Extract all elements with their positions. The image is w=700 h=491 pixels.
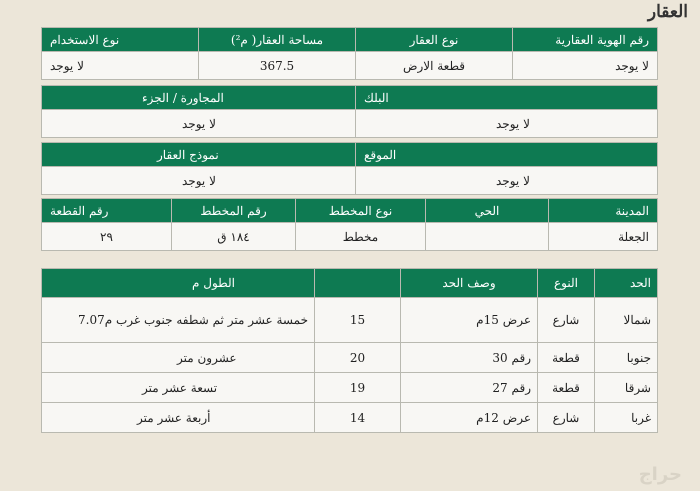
property-area-value: 367.5 xyxy=(199,52,356,80)
location-value: لا يوجد xyxy=(356,167,658,195)
boundary-description: رقم 30 xyxy=(401,343,538,373)
boundaries-table xyxy=(41,268,658,433)
property-id-value: لا يوجد xyxy=(513,52,658,80)
property-info-table xyxy=(41,27,658,80)
boundary-description-header: وصف الحد xyxy=(401,269,538,298)
plan-number-value: ١٨٤ ق xyxy=(172,223,296,251)
table-row xyxy=(42,403,658,433)
plan-number-header: رقم المخطط xyxy=(172,199,296,223)
neighborhood-part-header: المجاورة / الجزء xyxy=(42,86,356,110)
property-id-header: رقم الهوية العقارية xyxy=(513,28,658,52)
property-model-header: نموذج العقار xyxy=(42,143,356,167)
block-value: لا يوجد xyxy=(356,110,658,138)
plan-type-header: نوع المخطط xyxy=(296,199,426,223)
location-header: الموقع xyxy=(356,143,658,167)
property-area-header: مساحة العقار( م²) xyxy=(199,28,356,52)
watermark-logo: حراج xyxy=(638,464,682,485)
plot-number-header: رقم القطعة xyxy=(42,199,172,223)
boundary-type: شارع xyxy=(538,298,595,343)
block-header: البلك xyxy=(356,86,658,110)
boundary-side: جنوبا xyxy=(595,343,658,373)
neighborhood-part-value: لا يوجد xyxy=(42,110,356,138)
boundary-type: قطعة xyxy=(538,343,595,373)
boundary-side: شمالا xyxy=(595,298,658,343)
location-table xyxy=(41,142,658,195)
boundary-side: شرقا xyxy=(595,373,658,403)
length-words: تسعة عشر متر xyxy=(42,373,315,403)
district-value xyxy=(426,223,549,251)
length-words: عشرون متر xyxy=(42,343,315,373)
table-row xyxy=(42,343,658,373)
city-value: الجعلة xyxy=(549,223,658,251)
length-words: أربعة عشر متر xyxy=(42,403,315,433)
property-type-header: نوع العقار xyxy=(356,28,513,52)
property-type-value: قطعة الارض xyxy=(356,52,513,80)
length-value: 20 xyxy=(315,343,401,373)
boundary-description: رقم 27 xyxy=(401,373,538,403)
boundary-description: عرض 12م xyxy=(401,403,538,433)
length-header: الطول م xyxy=(42,269,315,298)
city-header: المدينة xyxy=(549,199,658,223)
page-title: العقار xyxy=(647,2,688,22)
length-words: خمسة عشر متر ثم شطفه جنوب غرب م7.07 xyxy=(42,298,315,343)
boundary-type: قطعة xyxy=(538,373,595,403)
boundary-type-header: النوع xyxy=(538,269,595,298)
plot-number-value: ٢٩ xyxy=(42,223,172,251)
boundary-side: غربا xyxy=(595,403,658,433)
block-table xyxy=(41,85,658,138)
table-row xyxy=(42,373,658,403)
district-header: الحي xyxy=(426,199,549,223)
plan-table xyxy=(41,198,658,251)
length-value: 19 xyxy=(315,373,401,403)
length-value: 15 xyxy=(315,298,401,343)
table-row xyxy=(42,298,658,343)
boundary-side-header: الحد xyxy=(595,269,658,298)
property-model-value: لا يوجد xyxy=(42,167,356,195)
empty-header xyxy=(315,269,401,298)
plan-type-value: مخطط xyxy=(296,223,426,251)
length-value: 14 xyxy=(315,403,401,433)
boundary-type: شارع xyxy=(538,403,595,433)
usage-type-value: لا يوجد xyxy=(42,52,199,80)
usage-type-header: نوع الاستخدام xyxy=(42,28,199,52)
boundary-description: عرض 15م xyxy=(401,298,538,343)
